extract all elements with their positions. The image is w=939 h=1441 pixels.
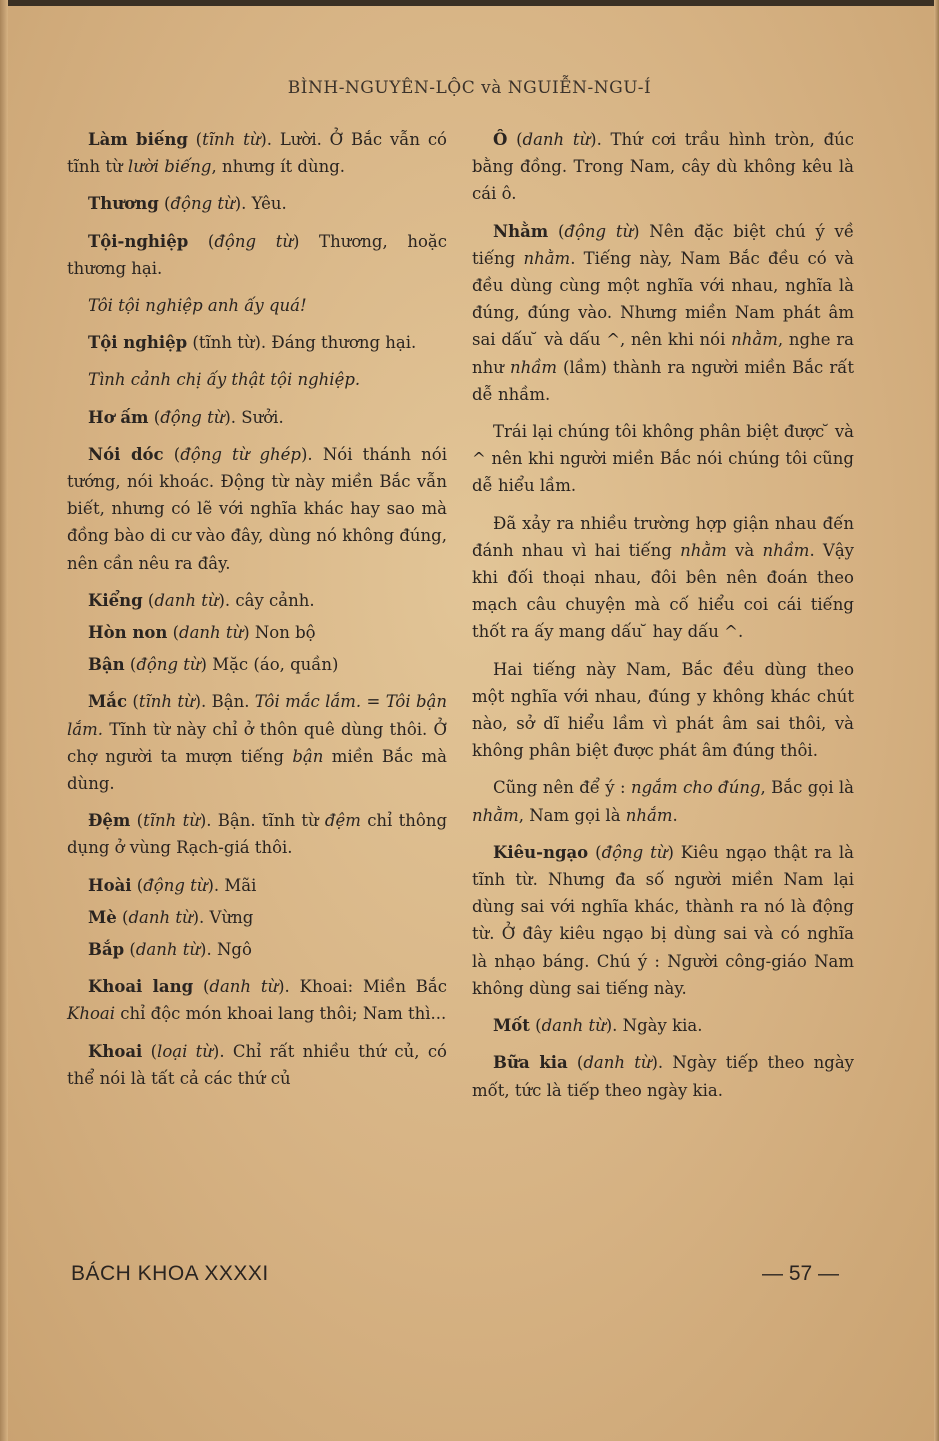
dictionary-entry: Nói dóc (động từ ghép). Nói thánh nói tướng, nói khoác. Động từ này miền Bắc vẫn biết, nhưng có lẽ với nghĩa khác hay sao mà đồng bào di cư vào đây, dùng nó không đúng, nên cần nêu ra đây.	[67, 444, 447, 573]
dictionary-entry: Bữa kia (danh từ). Ngày tiếp theo ngày mốt, tức là tiếp theo ngày kia.	[472, 1053, 854, 1100]
dictionary-entry: Kiểng (danh từ). cây cảnh.	[88, 590, 315, 610]
journal-name: BÁCH KHOA XXXXI	[71, 1262, 269, 1285]
dictionary-entry: Mắc (tĩnh từ). Bận. Tôi mắc lắm. = Tôi bận lắm. Tĩnh từ này chỉ ở thôn quê dùng thôi. Ở chợ người ta mượn tiếng bận miền Bắc mà dùng.	[67, 692, 447, 794]
dictionary-entry: Bắp (danh từ). Ngô	[88, 940, 252, 960]
page-number: — 57 —	[762, 1262, 840, 1285]
right-column	[472, 126, 854, 1114]
dictionary-entry: Hơ ấm (động từ). Sưởi.	[88, 407, 284, 427]
dictionary-entry: Tội-nghiệp (động từ) Thương, hoặc thương hại.	[67, 231, 447, 278]
running-header: BÌNH-NGUYÊN-LỘC và NGUIỄN-NGU-Í	[287, 78, 652, 98]
dictionary-entry: Hai tiếng này Nam, Bắc đều dùng theo một nghĩa với nhau, đúng y không khác chút nào, sở dĩ hiểu lầm vì phát âm sai thôi, và không phân biệt được phát âm đúng thôi.	[472, 659, 854, 761]
dictionary-entry: Thương (động từ). Yêu.	[88, 194, 287, 214]
dictionary-entry: Trái lại chúng tôi không phân biệt được ̆ và ^ nên khi người miền Bắc nói chúng tôi cũng dễ hiểu lầm.	[472, 422, 854, 496]
dictionary-entry: Đã xảy ra nhiều trường hợp giận nhau đến đánh nhau vì hai tiếng nhằm và nhầm. Vậy khi đối thoại nhau, đôi bên nên đoán theo mạch câu chuyện mà cố hiểu coi cái tiếng thốt ra ấy mang dấu ̆ hay dấu ^.	[472, 513, 854, 642]
dictionary-entry: Kiêu-ngạo (động từ) Kiêu ngạo thật ra là tĩnh từ. Nhưng đa số người miền Nam lại dùng sai với nghĩa khác, thành ra nó là động từ. Ở đây kiêu ngạo bị dùng sai và có nghĩa là nhạo báng. Chú ý : Người công-giáo Nam không dùng sai tiếng này.	[472, 842, 855, 998]
dictionary-entry: Hoài (động từ). Mãi	[88, 875, 257, 895]
dictionary-entry: Nhằm (động từ) Nên đặc biệt chú ý về tiếng nhằm. Tiếng này, Nam Bắc đều có và đều dùng cùng một nghĩa với nhau, nghĩa là đúng, đúng vào. Nhưng miền Nam phát âm sai dấu ̆ và dấu ^, nên khi nói nhằm, nghe ra như nhầm (lầm) thành ra người miền Bắc rất dễ nhầm.	[472, 221, 855, 404]
dictionary-entry: Tội nghiệp (tĩnh từ). Đáng thương hại.	[88, 333, 417, 353]
dictionary-entry: Khoai lang (danh từ). Khoai: Miền Bắc Khoai chỉ độc món khoai lang thôi; Nam thì...	[67, 977, 447, 1024]
dictionary-entry: Làm biếng (tĩnh từ). Lười. Ở Bắc vẫn có tĩnh từ lười biếng, nhưng ít dùng.	[67, 130, 447, 177]
dictionary-entry: Đệm (tĩnh từ). Bận. tĩnh từ đệm chỉ thông dụng ở vùng Rạch-giá thôi.	[67, 811, 448, 858]
page-fold-shadow	[0, 0, 8, 1441]
dictionary-entry: Cũng nên để ý : ngắm cho đúng, Bắc gọi là nhằm, Nam gọi là nhắm.	[472, 778, 855, 825]
left-column	[67, 126, 447, 1102]
dictionary-entry: Hòn non (danh từ) Non bộ	[88, 623, 316, 643]
example-sentence: Tôi tội nghiệp anh ấy quá!	[88, 296, 307, 316]
dictionary-entry: Bận (động từ) Mặc (áo, quần)	[88, 655, 339, 675]
dictionary-entry: Ô (danh từ). Thứ cơi trầu hình tròn, đúc bằng đồng. Trong Nam, cây dù không kêu là cái ô.	[472, 130, 854, 204]
example-sentence: Tình cảnh chị ấy thật tội nghiệp.	[88, 370, 361, 390]
dictionary-entry: Mốt (danh từ). Ngày kia.	[493, 1016, 703, 1036]
page-edge-shadow	[934, 0, 939, 1441]
dictionary-entry: Khoai (loại từ). Chỉ rất nhiều thứ củ, có thể nói là tất cả các thứ củ	[67, 1041, 447, 1088]
dictionary-entry: Mè (danh từ). Vừng	[88, 907, 254, 927]
